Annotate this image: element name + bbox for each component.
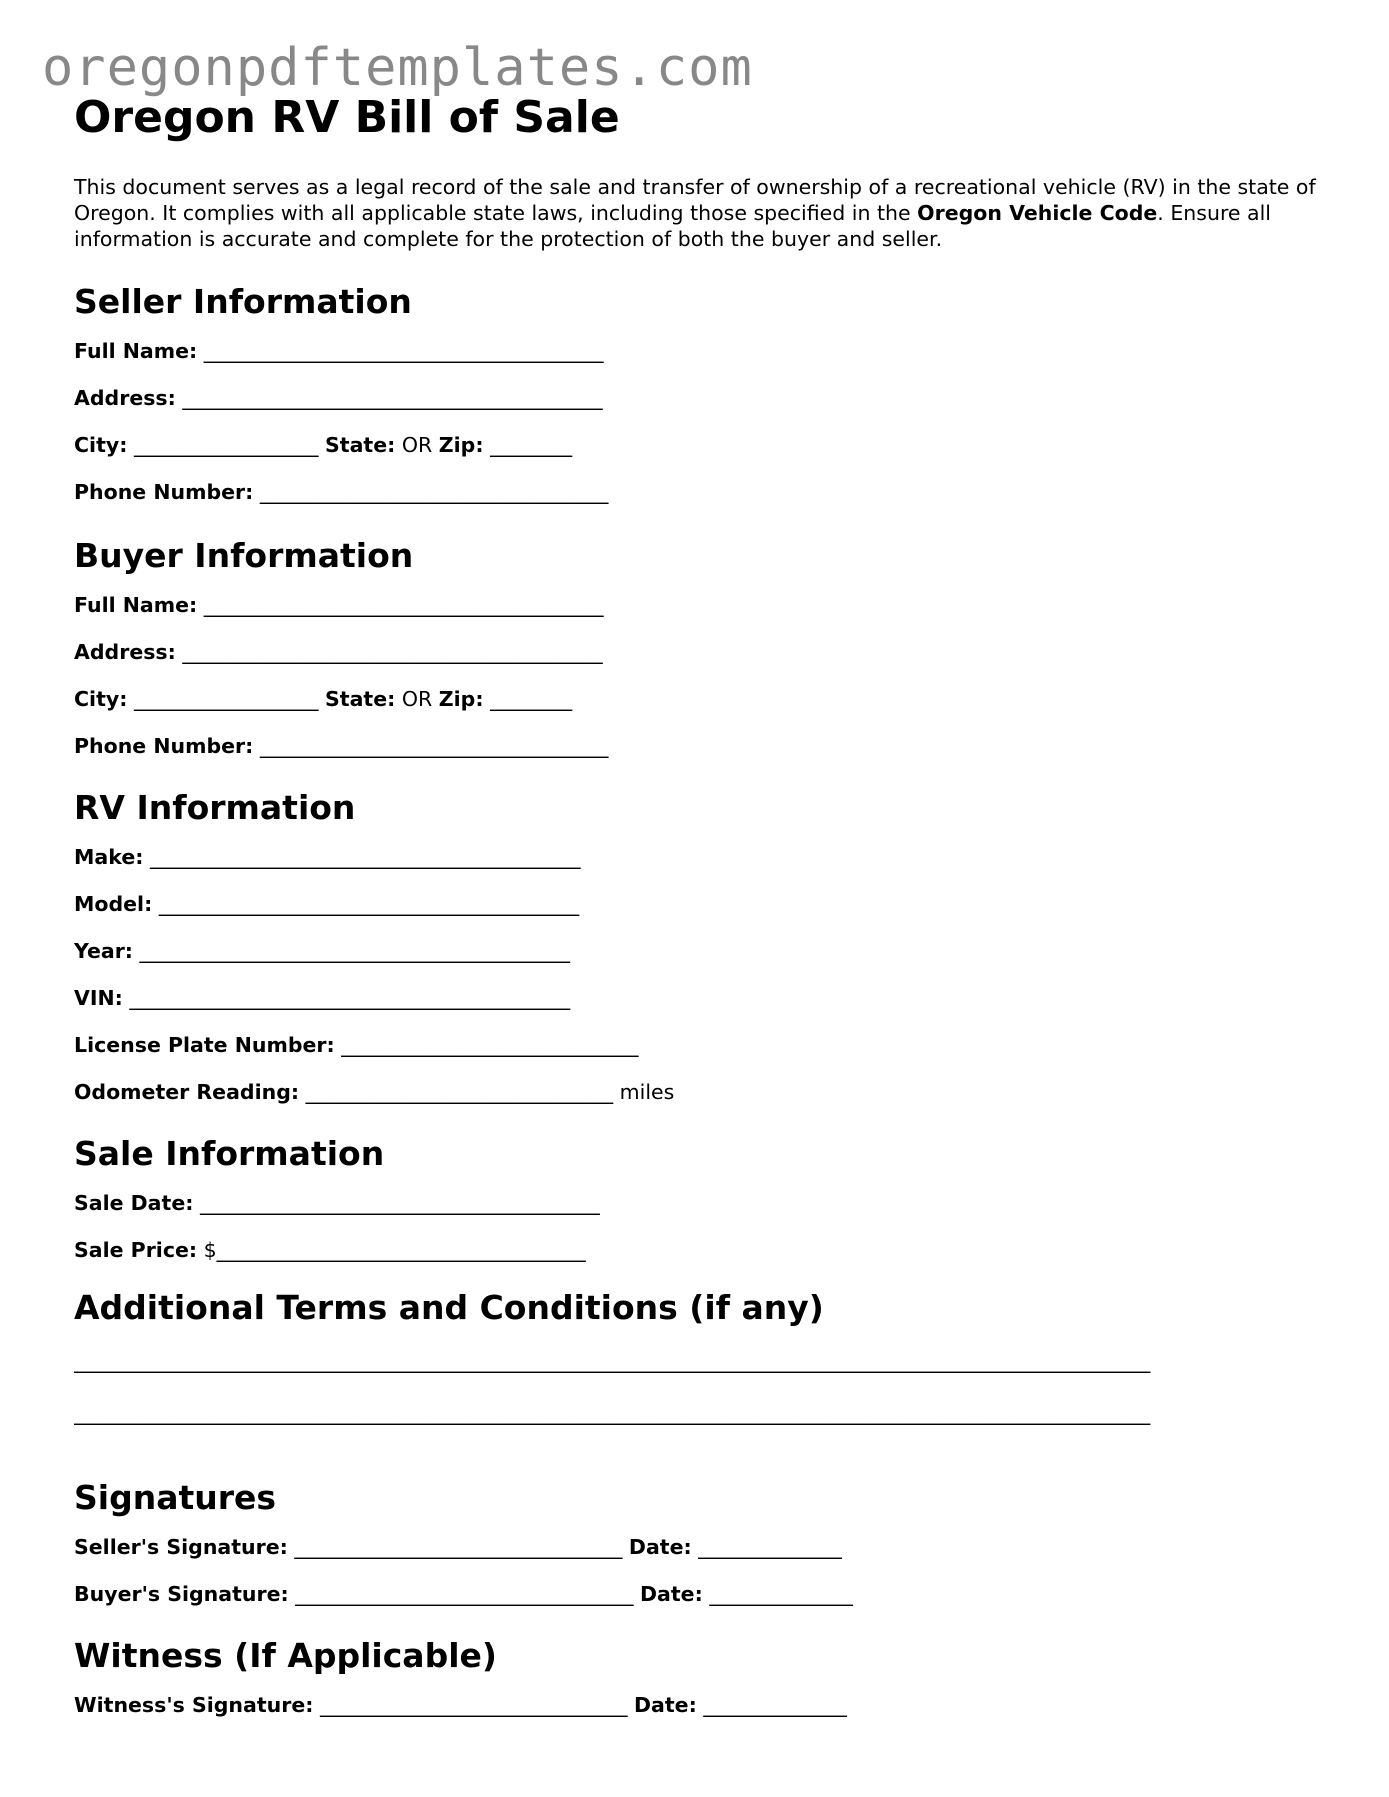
rv-model-blank[interactable]: _________________________________________ [158,892,580,916]
seller-address-label: Address: [74,386,176,410]
witness-date-blank[interactable]: ______________ [703,1693,847,1717]
buyer-full-name-blank[interactable]: _______________________________________ [203,593,604,617]
terms-section [74,1288,1324,1458]
buyer-address-label: Address: [74,640,176,664]
seller-signature-row[interactable] [74,1534,1324,1581]
sale-section [74,1134,1324,1284]
rv-vin-field[interactable] [74,985,1324,1032]
rv-vin-label: VIN: [74,986,123,1010]
rv-plate-field[interactable] [74,1032,1324,1079]
seller-address-field[interactable] [74,385,1324,432]
seller-full-name-field[interactable] [74,338,1324,385]
sale-price-blank[interactable]: $____________________________________ [203,1238,586,1262]
buyer-full-name-field[interactable] [74,592,1324,639]
seller-phone-blank[interactable]: __________________________________ [259,480,609,504]
seller-heading: Seller Information [74,282,412,321]
rv-model-field[interactable] [74,891,1324,938]
witness-signature-row[interactable] [74,1692,1324,1739]
buyer-signature-label: Buyer's Signature: [74,1582,289,1606]
terms-line-1[interactable]: _________________________________________________________________________________________________________ [74,1349,1151,1373]
buyer-address-blank[interactable]: _________________________________________ [182,640,603,664]
rv-vin-blank[interactable]: ___________________________________________ [129,986,571,1010]
rv-year-blank[interactable]: __________________________________________ [139,939,571,963]
witness-date-label: Date: [634,1693,697,1717]
intro-text-part1: This document serves as a legal record of the sale and transfer of ownership of a recreational vehicle (RV) in the state of Oregon. It complies with all applicable state laws, including those specified in the [74,175,1316,225]
buyer-address-field[interactable] [74,639,1324,686]
sale-date-label: Sale Date: [74,1191,194,1215]
sale-heading: Sale Information [74,1134,385,1173]
seller-full-name-label: Full Name: [74,339,198,363]
sale-date-field[interactable] [74,1190,1324,1237]
seller-zip-blank[interactable]: ________ [490,433,573,457]
rv-odometer-label: Odometer Reading: [74,1080,300,1104]
intro-text-part2: . Ensure all information is accurate and complete for the protection of both the buyer and seller. [74,201,1272,251]
seller-city-state-zip-row [74,432,1324,479]
rv-heading: RV Information [74,788,356,827]
buyer-state-label: State: [325,687,396,711]
buyer-zip-blank[interactable]: ________ [490,687,573,711]
rv-plate-label: License Plate Number: [74,1033,335,1057]
seller-signature-label: Seller's Signature: [74,1535,288,1559]
seller-full-name-blank[interactable]: _______________________________________ [203,339,604,363]
buyer-heading: Buyer Information [74,536,414,575]
sale-price-field[interactable] [74,1237,1324,1284]
buyer-phone-label: Phone Number: [74,734,254,758]
buyer-city-label: City: [74,687,128,711]
seller-address-blank[interactable]: _________________________________________ [182,386,603,410]
buyer-city-blank[interactable]: __________________ [133,687,319,711]
rv-odometer-unit: miles [619,1080,675,1104]
rv-model-label: Model: [74,892,153,916]
seller-state-label: State: [325,433,396,457]
buyer-state-value: OR [401,687,433,711]
sale-price-label: Sale Price: [74,1238,198,1262]
seller-state-value: OR [401,433,433,457]
terms-line-2[interactable]: _________________________________________________________________________________________________________ [74,1401,1151,1425]
rv-plate-blank[interactable]: _____________________________ [341,1033,639,1057]
document-body [74,92,1324,1739]
rv-make-label: Make: [74,845,144,869]
rv-make-blank[interactable]: __________________________________________ [149,845,581,869]
rv-odometer-blank[interactable]: ______________________________ [305,1080,614,1104]
terms-lines [74,1348,1324,1458]
rv-year-field[interactable] [74,938,1324,985]
witness-section [74,1636,1324,1739]
seller-city-label: City: [74,433,128,457]
terms-heading: Additional Terms and Conditions (if any) [74,1288,824,1327]
seller-signature-blank[interactable]: ________________________________ [294,1535,623,1559]
sale-date-blank[interactable]: _______________________________________ [199,1191,600,1215]
buyer-section [74,536,1324,780]
buyer-signature-blank[interactable]: _________________________________ [295,1582,634,1606]
intro-paragraph [74,174,1324,252]
intro-bold-term: Oregon Vehicle Code [917,201,1158,225]
seller-signature-date-blank[interactable]: ______________ [698,1535,842,1559]
rv-make-field[interactable] [74,844,1324,891]
seller-signature-date-label: Date: [628,1535,692,1559]
rv-year-label: Year: [74,939,134,963]
seller-zip-label: Zip: [438,433,484,457]
witness-signature-label: Witness's Signature: [74,1693,314,1717]
witness-heading: Witness (If Applicable) [74,1636,497,1675]
rv-odometer-field[interactable] [74,1079,1324,1126]
signatures-heading: Signatures [74,1478,277,1517]
buyer-phone-field[interactable] [74,733,1324,780]
watermark: oregonpdftemplates.com [42,38,753,98]
witness-signature-blank[interactable]: ______________________________ [320,1693,628,1717]
buyer-full-name-label: Full Name: [74,593,198,617]
seller-city-blank[interactable]: __________________ [133,433,319,457]
document-title: Oregon RV Bill of Sale [74,92,620,143]
buyer-signature-date-label: Date: [640,1582,703,1606]
buyer-zip-label: Zip: [438,687,484,711]
buyer-signature-date-blank[interactable]: ______________ [709,1582,853,1606]
rv-section [74,788,1324,1126]
seller-phone-field[interactable] [74,479,1324,526]
seller-phone-label: Phone Number: [74,480,254,504]
signatures-section [74,1478,1324,1628]
buyer-signature-row[interactable] [74,1581,1324,1628]
buyer-phone-blank[interactable]: __________________________________ [259,734,609,758]
buyer-city-state-zip-row [74,686,1324,733]
seller-section [74,282,1324,526]
